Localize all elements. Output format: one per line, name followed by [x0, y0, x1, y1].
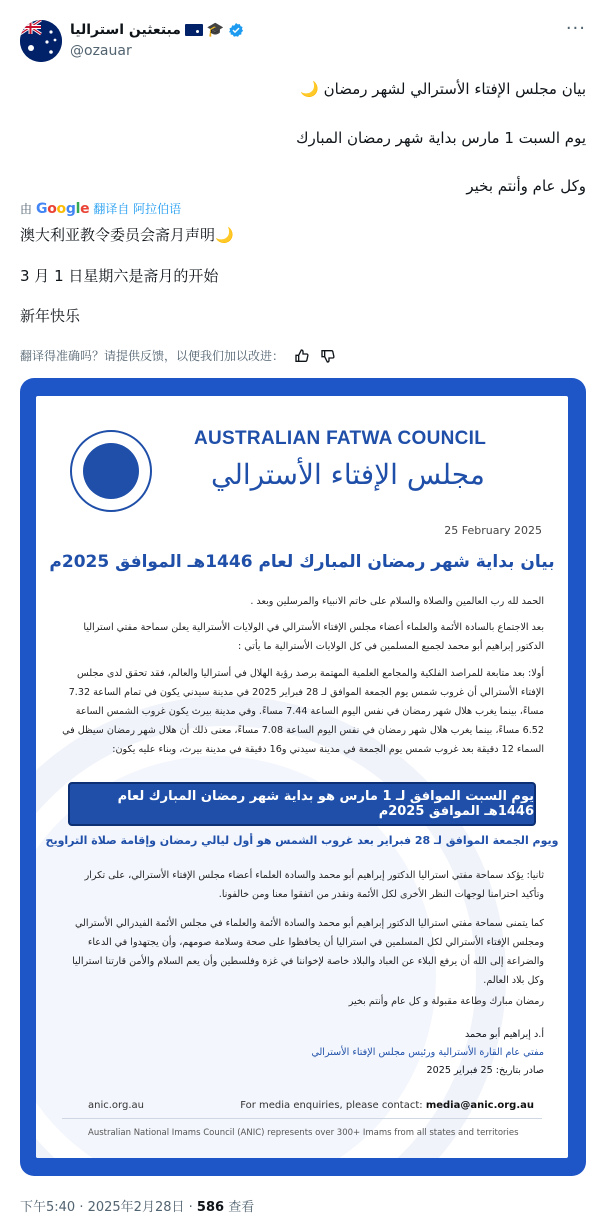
statement-document	[36, 396, 568, 1158]
document-contact	[240, 1100, 534, 1111]
australia-flag-icon	[20, 20, 62, 62]
council-title: AUSTRALIAN FATWA COUNCIL	[194, 428, 487, 449]
document-closing: رمضان مبارك وطاعة مقبولة و كل عام وأنتم بخير	[348, 996, 544, 1007]
signature-name: أ.د إبراهيم أبو محمد	[465, 1029, 544, 1040]
document-greeting: الحمد لله رب العالمين والصلاة والسلام على خاتم الانبياء والمرسلين وبعد .	[250, 596, 544, 607]
feedback-prompt: 翻译得准确吗？请提供反馈，以便我们加以改进：	[20, 349, 285, 363]
document-footer-note: Australian National Imams Council (ANIC) represents over 300+ Imams from all states and territories	[88, 1128, 519, 1138]
post-timestamp[interactable]: 下午5:40 · 2025年2月28日 ·	[20, 1200, 193, 1215]
translated-line-3: 新年快乐	[20, 307, 81, 325]
signature-title: مفتي عام القارة الأسترالية ورئيس مجلس الإفتاء الأسترالي	[311, 1047, 544, 1058]
more-options-button[interactable]: ···	[565, 18, 586, 39]
document-paragraph-4: كما يتمنى سماحة مفتي استراليا الدكتور إبراهيم أبو محمد والسادة الأئمة والعلماء في مجلس الأئمة الفيدرالي الأسترالي ومجلس الإفتاء الأسترالي لكل المسلمين في استراليا أن يحافظوا على صحة وسلامة صومهم، وأن يجتهدوا في الدعاء والضراعة إلى الله أن يرفع البلاء عن العباد والبلاد خاصة لإخواننا في غزة وفلسطين وأن يعم السلام والأمن قارتنا استراليا وكل بلاد العالم.	[72, 918, 544, 986]
announcement-banner: يوم السبت الموافق لـ 1 مارس هو بداية شهر رمضان المبارك لعام 1446هـ الموافق 2025م	[68, 782, 536, 826]
translated-from-link[interactable]: 翻译自 阿拉伯语	[93, 202, 182, 216]
contact-prefix: For media enquiries, please contact:	[240, 1100, 423, 1111]
document-website: anic.org.au	[88, 1100, 144, 1111]
document-heading: بيان بداية شهر رمضان المبارك لعام 1446هـ الموافق 2025م	[49, 552, 555, 572]
author-name-row[interactable]	[70, 22, 244, 38]
post-metadata	[20, 1196, 254, 1215]
issue-date: صادر بتاريخ: 25 فبراير 2025	[426, 1065, 544, 1076]
translation-feedback	[20, 347, 336, 364]
author-display-name[interactable]: مبتعثين استراليا	[70, 22, 181, 38]
graduation-cap-icon: 🎓	[206, 22, 225, 38]
thumbs-down-icon[interactable]	[320, 348, 336, 364]
document-paragraph-2: أولا: بعد متابعة للمراصد الفلكية والمجامع العلمية المهتمة برصد رؤية الهلال في أستراليا والعالم، فقد تحقق لدى مجلس الإفتاء الأسترالي أن غروب شمس يوم الجمعة الموافق لـ 28 فبراير 2025 في مدينة سيدني يكون في تمام الساعة 7.32 مساءً، بينما يغرب هلال شهر رمضان في نفس اليوم الساعة 7.44 مساءً. وفي مدينة بيرث يكون غروب الشمس الساعة 6.52 مساءً، بينما يغرب هلال شهر رمضان في نفس اليوم الساعة 7.08 مساءً، معنى ذلك أن هلال شهر رمضان سيظل في السماء 12 دقيقة بعد غروب شمس يوم الجمعة في مدينة سيدني و16 دقيقة في مدينة بيرث، وبناء عليه يكون:	[62, 668, 544, 755]
avatar[interactable]	[20, 20, 62, 62]
document-date: 25 February 2025	[444, 524, 542, 537]
post-text-line-2: يوم السبت 1 مارس بداية شهر رمضان المبارك	[296, 129, 586, 147]
translated-line-2: 3 月 1 日星期六是斋月的开始	[20, 267, 219, 285]
contact-email: media@anic.org.au	[425, 1100, 534, 1111]
document-paragraph-1: بعد الاجتماع بالسادة الأئمة والعلماء أعضاء مجلس الإفتاء الأسترالي في الولايات الأسترالية يعلن سماحة مفتي استراليا الدكتور إبراهيم أبو محمد لجميع المسلمين في كل الولايات الأسترالية ما يأتي :	[83, 622, 544, 652]
thumbs-up-icon[interactable]	[294, 348, 310, 364]
post-image[interactable]	[20, 378, 586, 1176]
document-paragraph-3: ثانيا: يؤكد سماحة مفتي استراليا الدكتور إبراهيم أبو محمد والسادة العلماء أعضاء مجلس الإفتاء الأسترالي، على تكرار وتأكيد احترامنا لوجهات النظر الأخرى لكل الأئمة ونقدر من اتفقوا معنا ومن خالفونا.	[84, 870, 544, 900]
australia-flag-icon	[185, 24, 203, 36]
translated-by-prefix: 由	[20, 202, 33, 216]
announcement-subline: ويوم الجمعة الموافق لـ 28 فبراير بعد غروب الشمس هو أول ليالي رمضان وإقامة صلاة التراويح	[45, 834, 559, 847]
post-text-line-3: وكل عام وأنتم بخير	[466, 177, 586, 195]
translated-line-1: 澳大利亚教令委员会斋月声明🌙	[20, 226, 234, 244]
footer-divider	[62, 1118, 542, 1119]
post-text-line-1: بيان مجلس الإفتاء الأسترالي لشهر رمضان 🌙	[300, 80, 586, 98]
view-count: 586	[196, 1200, 225, 1215]
view-count-label: 查看	[228, 1200, 255, 1215]
anic-seal-logo	[70, 430, 152, 512]
author-handle[interactable]: @ozauar	[70, 43, 132, 59]
google-logo: Google	[36, 200, 90, 217]
council-title-arabic: مجلس الإفتاء الأسترالي	[211, 458, 485, 491]
verified-badge-icon[interactable]	[228, 22, 244, 38]
translation-attribution	[20, 200, 181, 217]
